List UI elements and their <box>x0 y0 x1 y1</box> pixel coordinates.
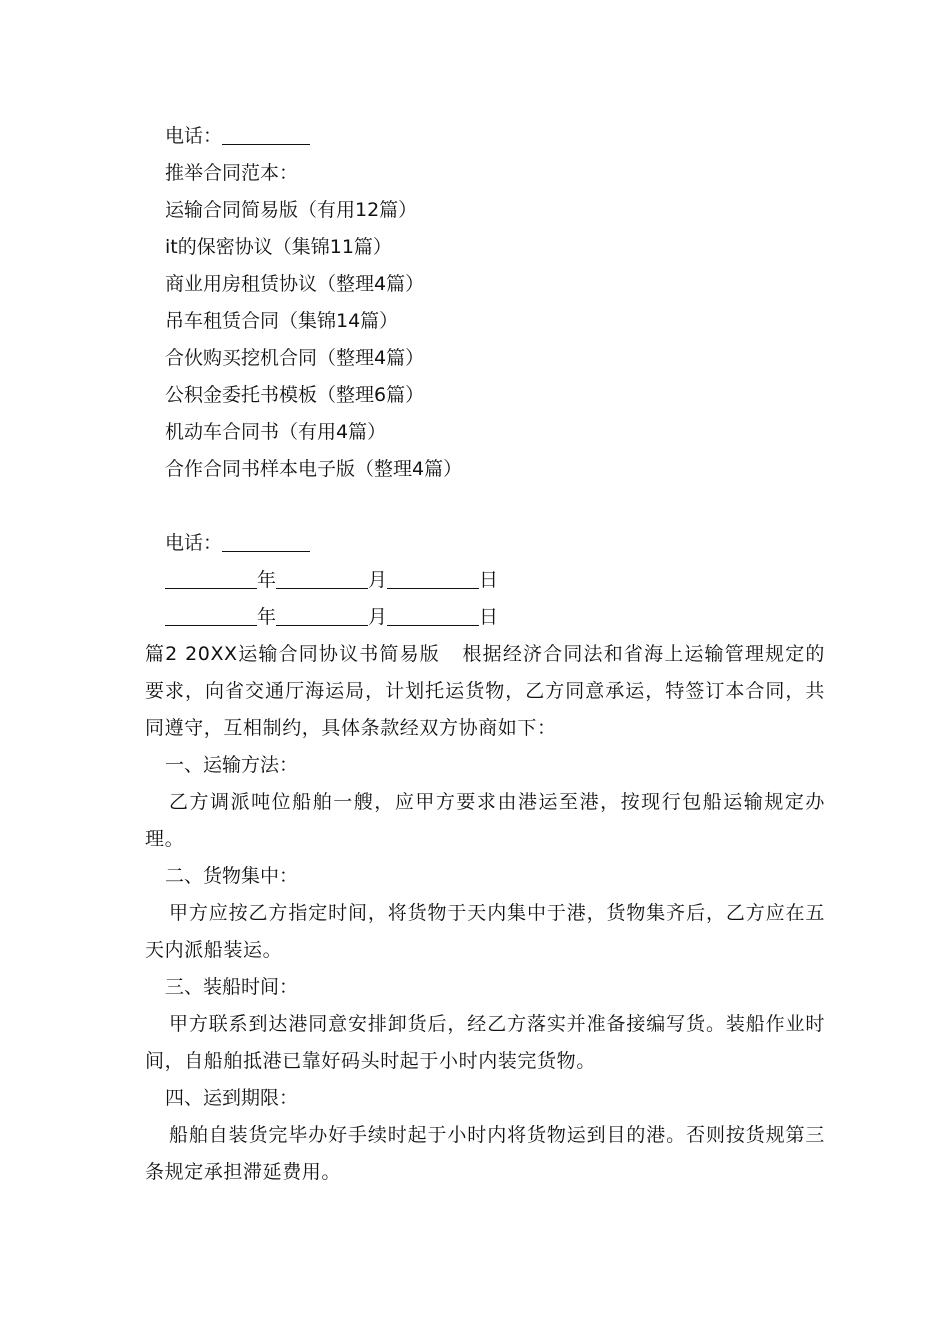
recommend-item[interactable]: 机动车合同书（有用4篇） <box>165 421 387 443</box>
recommend-item[interactable]: 吊车租赁合同（集锦14篇） <box>165 310 399 332</box>
phone-label: 电话： <box>165 532 223 554</box>
section-body: 甲方应按乙方指定时间，将货物于天内集中于港，货物集齐后，乙方应在五天内派船装运。 <box>145 902 825 961</box>
year-blank <box>165 601 257 626</box>
date-line <box>145 562 825 599</box>
year-label: 年 <box>257 606 277 628</box>
section-body: 甲方联系到达港同意安排卸货后，经乙方落实并准备接编写货。装船作业时间，自船舶抵港已靠好码头时起于小时内装完货物。 <box>145 1013 825 1072</box>
spacer <box>145 488 825 525</box>
month-label: 月 <box>368 569 388 591</box>
recommend-heading: 推举合同范本： <box>165 162 299 184</box>
date-line <box>145 599 825 636</box>
phone-label: 电话： <box>165 125 223 147</box>
recommend-item[interactable]: 合伙购买挖机合同（整理4篇） <box>165 347 425 369</box>
section-heading: 三、装船时间： <box>165 976 299 998</box>
recommend-item[interactable]: 公积金委托书模板（整理6篇） <box>165 384 425 406</box>
month-label: 月 <box>368 606 388 628</box>
document-body <box>145 118 825 1191</box>
section-heading: 二、货物集中： <box>165 865 299 887</box>
recommend-item[interactable]: 运输合同简易版（有用12篇） <box>165 199 418 221</box>
article-title: 篇2 20XX运输合同协议书简易版 <box>145 643 440 665</box>
section-heading: 一、运输方法： <box>165 754 299 776</box>
month-blank <box>276 564 368 589</box>
day-label: 日 <box>479 606 499 628</box>
article-intro-text: 根据经济合同法和省海上运输管理规定的要求，向省交通厅海运局，计划托运货物，乙方同意承运，特签订本合同，共同遵守，互相制约，具体条款经双方协商如下： <box>145 643 825 739</box>
recommend-item[interactable]: 商业用房租赁协议（整理4篇） <box>165 273 425 295</box>
section-body: 乙方调派吨位船舶一艘，应甲方要求由港运至港，按现行包船运输规定办理。 <box>145 791 825 850</box>
recommend-item[interactable]: it的保密协议（集锦11篇） <box>165 236 392 258</box>
phone-line <box>145 525 825 562</box>
phone-line <box>145 118 825 155</box>
phone-blank <box>222 120 310 145</box>
month-blank <box>276 601 368 626</box>
section-body: 船舶自装货完毕办好手续时起于小时内将货物运到目的港。否则按货规第三条规定承担滞延费用。 <box>145 1124 825 1183</box>
article-intro <box>145 636 825 747</box>
day-label: 日 <box>479 569 499 591</box>
phone-blank <box>222 527 310 552</box>
day-blank <box>387 601 479 626</box>
section-heading: 四、运到期限： <box>165 1087 299 1109</box>
day-blank <box>387 564 479 589</box>
year-label: 年 <box>257 569 277 591</box>
year-blank <box>165 564 257 589</box>
recommend-item[interactable]: 合作合同书样本电子版（整理4篇） <box>165 458 463 480</box>
